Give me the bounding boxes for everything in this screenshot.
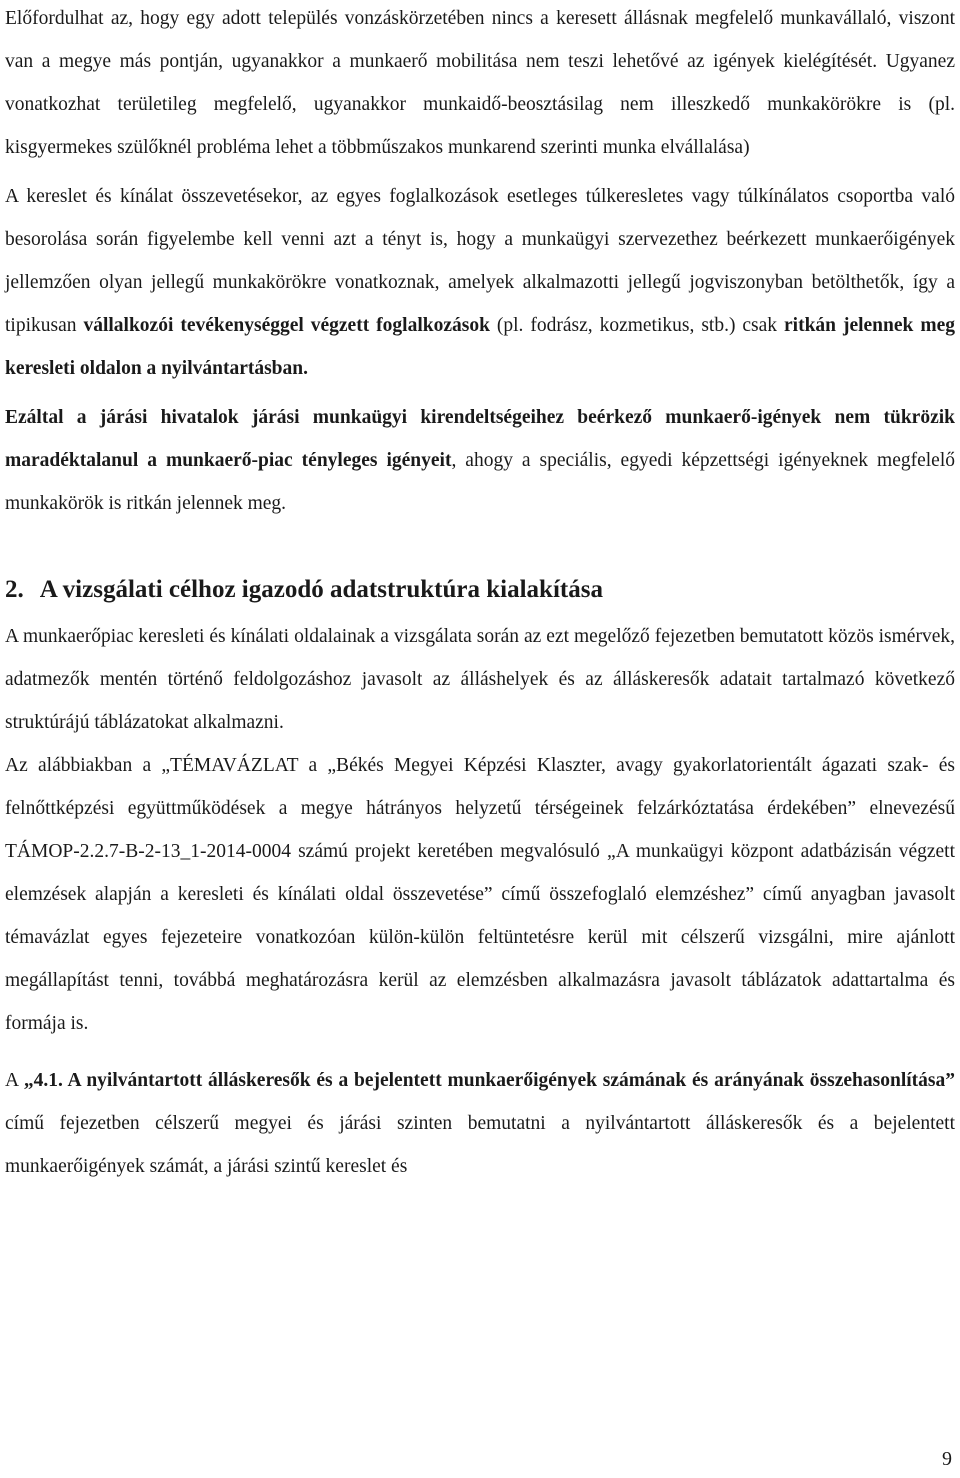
paragraph-supply-demand (5, 175, 955, 390)
bold-phrase: vállalkozói tevékenységgel végzett foglalkozások (83, 315, 490, 336)
paragraph-chapter-4-1 (5, 1059, 955, 1188)
section-heading (5, 565, 955, 615)
bold-phrase: Ezáltal a járási hivatalok járási munkaügyi kirendeltségeihez beérkező munkaerő-igények nem tükrözik maradéktalanul a munkaerő-piac tényleges igényeit (5, 407, 955, 471)
paragraph-text: A kereslet és kínálat összevetésekor, az egyes foglalkozások esetleges túlkeresletes vagy túlkínálatos csoportba való besorolása során figyelembe kell venni azt a tényt is, hogy a munkaügyi szervezethez beérkezett munkaerőigények jellemzően olyan jellegű munkakörökre vonatkoznak, amelyek alkalmazotti jellegű jogviszonyban betölthetők, így a tipikusan (5, 186, 955, 336)
section-number: 2. (5, 576, 24, 603)
paragraph-text: , ahogy a speciális, egyedi képzettségi igényeknek megfelelő munkakörök is ritkán jelennek meg. (5, 450, 955, 514)
paragraph-data-structure: A munkaerőpiac keresleti és kínálati oldalainak a vizsgálata során az ezt megelőző fejezetben bemutatott közös ismérvek, adatmezők mentén történő feldolgozáshoz javasolt az álláshelyek és az álláskeresők adatait tartalmazó következő struktúrájú táblázatokat alkalmazni. (5, 626, 955, 733)
paragraph-text: című fejezetben célszerű megyei és járási szinten bemutatni a nyilvántartott álláskeresők és a bejelentett munkaerőigények számát, a járási szintű kereslet és (5, 1113, 955, 1177)
section-title: A vizsgálati célhoz igazodó adatstruktúra kialakítása (39, 576, 603, 603)
paragraph-text: (pl. fodrász, kozmetikus, stb.) csak (489, 315, 784, 336)
paragraph-mobility: Előfordulhat az, hogy egy adott település vonzáskörzetében nincs a keresett állásnak megfelelő munkavállaló, viszont van a megye más pontján, ugyanakkor a munkaerő mobilitása nem teszi lehetővé az igények kielégítését. Ugyanez vonatkozhat területileg megfelelő, ugyanakkor munkaidő-beosztásilag nem illeszkedő munkakörökre is (pl. kisgyermekes szülőknél probléma lehet a többműszakos munkarend szerinti munka elvállalása) (5, 8, 955, 158)
paragraph-outline: Az alábbiakban a „TÉMAVÁZLAT a „Békés Megyei Képzési Klaszter, avagy gyakorlatorientált ágazati szak- és felnőttképzési együttműködések a megye hátrányos helyzetű térségeinek felzárkóztatása érdekében” elnevezésű TÁMOP-2.2.7-B-2-13_1-2014-0004 számú projekt keretében megvalósuló „A munkaügyi központ adatbázisán végzett elemzések alapján a keresleti és kínálati oldal összevetése” című összefoglaló elemzéshez” című anyagban javasolt témavázlat egyes fejezeteire vonatkozóan külön-külön feltüntetésre kerül mit célszerű vizsgálni, mire ajánlott megállapítást tenni, továbbá meghatározásra kerül az elemzésben alkalmazásra javasolt táblázatok adattartalma és formája is. (5, 755, 955, 1034)
paragraph-conclusion (5, 396, 955, 525)
chapter-title: „4.1. A nyilvántartott álláskeresők és a bejelentett munkaerőigények számának és arányának összehasonlítása” (23, 1070, 955, 1091)
page-number: 9 (942, 1448, 952, 1470)
document-page (5, 0, 955, 1188)
paragraph-text: A (5, 1070, 24, 1091)
bold-phrase: ritkán jelennek meg keresleti oldalon a nyilvántartásban. (5, 315, 955, 379)
